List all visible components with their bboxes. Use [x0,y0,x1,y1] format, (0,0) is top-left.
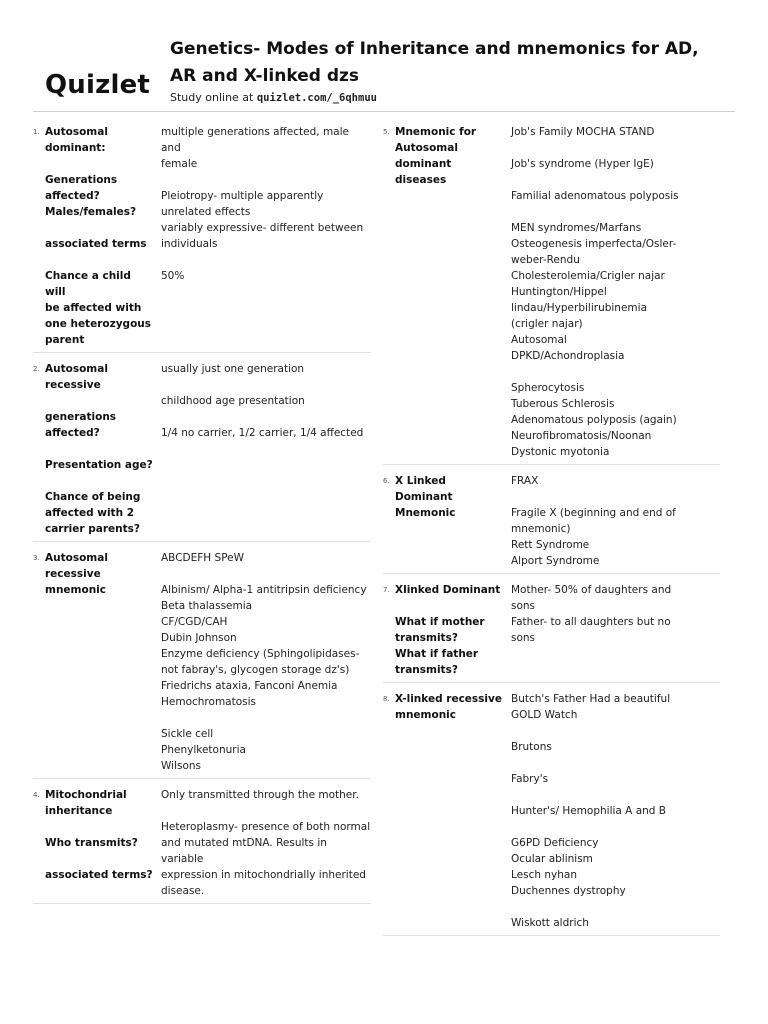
term-line [45,252,155,268]
definition-line: Adenomatous polyposis (again) [511,414,677,426]
term-line: Generations [45,174,118,186]
term-line [45,851,155,867]
card-term [45,361,161,537]
definition-line [161,803,371,819]
term-line: Mnemonic for Autosomal [395,126,480,154]
definition-line: Rett Syndrome [511,539,590,551]
definition-line: Alport Syndrome [511,555,600,567]
card-number: 4. [33,791,40,799]
definition-line [511,755,720,771]
study-online-line [170,91,377,104]
definition-line: Butch's Father Had a beautiful [511,693,671,705]
term-line: generations [45,411,117,423]
definition-line: female [161,158,198,170]
definition-line: Autosomal [511,334,567,346]
term-line: dominant: [45,142,106,154]
term-line: X Linked Dominant [395,475,453,503]
definition-line: lindau/Hyperbilirubinemia [511,302,647,314]
definition-line: 50% [161,270,185,282]
term-line: Autosomal [45,552,108,564]
definition-line: CF/CGD/CAH [161,616,228,628]
definition-line: Wilsons [161,760,202,772]
definition-line [161,252,371,268]
term-line: associated terms? [45,869,153,881]
term-line: dominant diseases [395,158,455,186]
term-line: Who transmits? [45,837,138,849]
term-line: Mnemonic [395,507,456,519]
definition-line [511,364,720,380]
definition-line [511,787,720,803]
definition-line: expression in mitochondrially inherited [161,869,366,881]
definition-line [161,172,371,188]
definition-line: (crigler najar) [511,318,583,330]
definition-line: Brutons [511,741,552,753]
definition-line: Mother- 50% of daughters and [511,584,672,596]
card-definition [161,124,371,348]
flashcard-row [33,785,371,904]
definition-line: unrelated effects [161,206,251,218]
card-term [45,550,161,774]
term-line: associated terms [45,238,147,250]
definition-line: Pleiotropy- multiple apparently [161,190,324,202]
card-definition [161,550,371,774]
card-definition [161,361,371,537]
term-line: affected? [45,427,100,439]
definition-line: Heteroplasmy- presence of both normal [161,821,371,833]
definition-line: childhood age presentation [161,395,305,407]
term-line [45,156,155,172]
definition-line: usually just one generation [161,363,305,375]
definition-line: Dystonic myotonia [511,446,610,458]
definition-line: weber-Rendu [511,254,580,266]
flashcard-row [383,689,720,936]
term-line [45,819,155,835]
term-line [45,393,155,409]
card-term [395,473,511,569]
study-online-url[interactable]: quizlet.com/_6qhmuu [256,92,377,104]
definition-line: Phenylketonuria [161,744,246,756]
card-number: 5. [383,128,390,136]
definition-line: DPKD/Achondroplasia [511,350,625,362]
flashcard-row [383,122,720,465]
definition-line: Hemochromatosis [161,696,257,708]
term-line: transmits? [395,632,458,644]
card-term [395,691,511,931]
definition-line: Fabry's [511,773,549,785]
definition-line: Tuberous Schlerosis [511,398,615,410]
right-column [383,122,720,942]
definition-line [161,409,371,425]
definition-line: variably expressive- different between [161,222,364,234]
definition-line: Duchennes dystrophy [511,885,626,897]
definition-line [511,172,720,188]
definition-line: Osteogenesis imperfecta/Osler- [511,238,677,250]
definition-line: Spherocytosis [511,382,585,394]
definition-line [511,140,720,156]
term-line: recessive [45,568,101,580]
term-line [45,473,155,489]
definition-line: Enzyme deficiency (Sphingolipidases- [161,648,360,660]
definition-line: Cholesterolemia/Crigler najar [511,270,665,282]
definition-line [161,710,371,726]
definition-line: Beta thalassemia [161,600,253,612]
term-line: Mitochondrial [45,789,127,801]
card-number: 6. [383,477,390,485]
term-line: one heterozygous [45,318,152,330]
definition-line: G6PD Deficiency [511,837,599,849]
definition-line: Familial adenomatous polyposis [511,190,679,202]
term-line: What if mother [395,616,485,628]
definition-line: Job's syndrome (Hyper IgE) [511,158,654,170]
flashcard-row [33,122,371,353]
definition-line: Friedrichs ataxia, Fanconi Anemia [161,680,338,692]
term-line: mnemonic [45,584,106,596]
definition-line [511,204,720,220]
term-line: mnemonic [395,709,456,721]
term-line: What if father transmits? [395,648,482,676]
definition-line: sons [511,632,536,644]
definition-line: MEN syndromes/Marfans [511,222,642,234]
term-line: Autosomal [45,363,108,375]
card-term [395,124,511,460]
definition-line: individuals [161,238,218,250]
term-line: Chance a child will [45,270,135,298]
term-line: inheritance [45,805,113,817]
header-divider [33,111,735,112]
definition-line: Hunter's/ Hemophilia A and B [511,805,666,817]
definition-line: Sickle cell [161,728,214,740]
term-line: affected with 2 [45,507,135,519]
definition-line: Job's Family MOCHA STAND [511,126,655,138]
term-line: be affected with [45,302,142,314]
term-line: Presentation age? [45,459,153,471]
term-line: affected? [45,190,100,202]
definition-line: and mutated mtDNA. Results in variable [161,837,331,865]
card-term [395,582,511,678]
definition-line: Ocular ablinism [511,853,593,865]
term-line: Xlinked Dominant [395,584,501,596]
term-line: carrier parents? [45,523,140,535]
card-term [45,787,161,899]
card-definition [511,691,720,931]
definition-line: Huntington/Hippel [511,286,607,298]
term-line: Males/females? [45,206,137,218]
card-definition [161,787,371,899]
term-line: recessive [45,379,101,391]
card-definition [511,124,720,460]
definition-line: ABCDEFH SPeW [161,552,244,564]
card-number: 8. [383,695,390,703]
card-definition [511,582,720,678]
definition-line: Dubin Johnson [161,632,237,644]
card-term [45,124,161,348]
definition-line: mnemonic) [511,523,571,535]
card-number: 3. [33,554,40,562]
definition-line: GOLD Watch [511,709,578,721]
term-line [395,598,505,614]
definition-line: not fabray's, glycogen storage dz's) [161,664,350,676]
quizlet-logo: Quizlet [45,70,151,100]
term-line: parent [45,334,85,346]
term-line: Autosomal [45,126,108,138]
term-line [45,441,155,457]
page-title: Genetics- Modes of Inheritance and mnemonics for AD, AR and X-linked dzs [170,39,699,86]
definition-line: sons [511,600,536,612]
definition-line: Neurofibromatosis/Noonan [511,430,652,442]
card-number: 2. [33,365,40,373]
definition-line: Only transmitted through the mother. [161,789,359,801]
flashcard-row [383,471,720,574]
flashcard-row [33,548,371,779]
definition-line: Wiskott aldrich [511,917,589,929]
flashcard-row [383,580,720,683]
term-line [45,220,155,236]
term-line: X-linked recessive [395,693,502,705]
card-definition [511,473,720,569]
left-column [33,122,371,910]
definition-line: 1/4 no carrier, 1/2 carrier, 1/4 affected [161,427,364,439]
definition-line: disease. [161,885,205,897]
term-line: Chance of being [45,491,141,503]
definition-line: Albinism/ Alpha-1 antitripsin deficiency [161,584,367,596]
card-number: 7. [383,586,390,594]
definition-line: FRAX [511,475,539,487]
flashcard-row [33,359,371,542]
definition-line [161,377,371,393]
definition-line [511,723,720,739]
definition-line: Lesch nyhan [511,869,577,881]
definition-line [161,566,371,582]
definition-line: Father- to all daughters but no [511,616,671,628]
card-number: 1. [33,128,40,136]
definition-line: multiple generations affected, male and [161,126,353,154]
definition-line [511,489,720,505]
definition-line: Fragile X (beginning and end of [511,507,676,519]
definition-line [511,899,720,915]
definition-line [511,819,720,835]
study-online-prefix: Study online at [170,91,254,104]
